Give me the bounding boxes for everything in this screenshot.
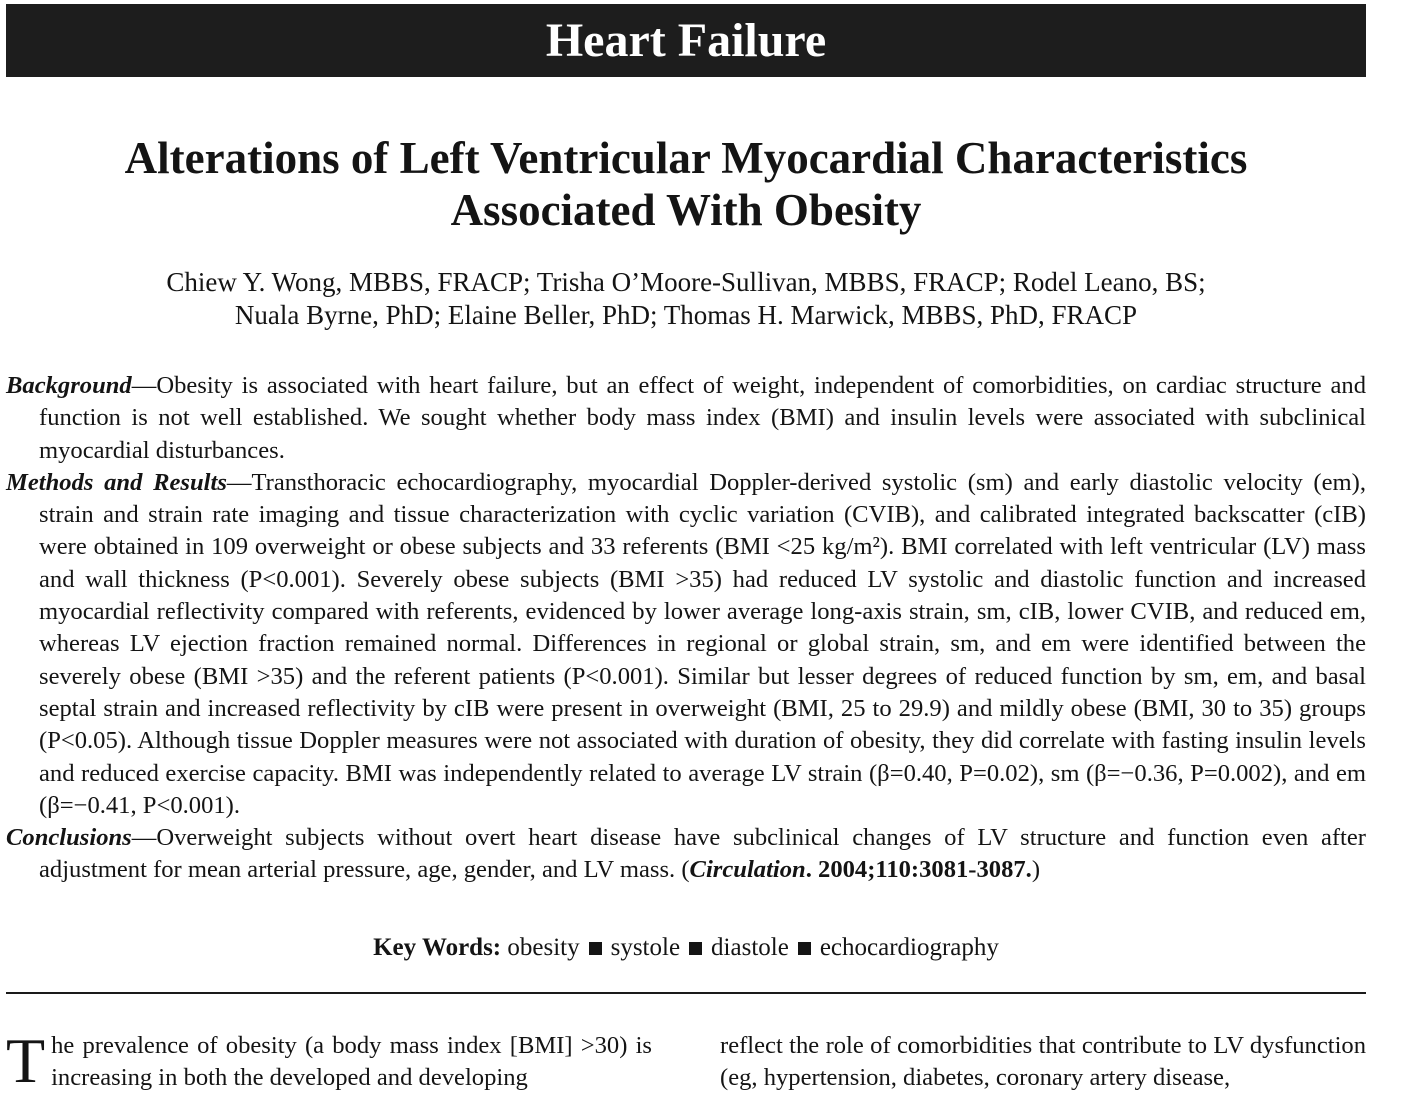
keyword-item: obesity <box>507 934 580 961</box>
body-right-text: reflect the role of comorbidities that contribute to LV dysfunction (eg, hypertension, diabetes, coronary artery disease, <box>720 1032 1366 1091</box>
methods-heading: Methods and Results <box>6 468 227 496</box>
keyword-item: diastole <box>711 934 789 961</box>
body-paragraph <box>720 1030 1366 1093</box>
citation-close: ) <box>1031 856 1041 884</box>
square-bullet-icon <box>689 942 702 955</box>
drop-cap: T <box>6 1025 46 1096</box>
body-left-text: he prevalence of obesity (a body mass index [BMI] >30) is increasing in both the developed and developing <box>51 1032 652 1091</box>
conclusions-text: Overweight subjects without overt heart disease have subclinical changes of LV structure and function even after adjustment for mean arterial pressure, age, gender, and LV mass. ( <box>39 824 1366 884</box>
methods-text: Transthoracic echocardiography, myocardial Doppler-derived systolic (sm) and early diastolic velocity (em), strain and strain rate imaging and tissue characterization with cyclic variation (CVIB), and calibrated integrated backscatter (cIB) were obtained in 109 overweight or obese subjects and 33 referents (BMI <25 kg/m²). BMI correlated with left ventricular (LV) mass and wall thickness (P<0.001). Severely obese subjects (BMI >35) had reduced LV systolic and diastolic function and increased myocardial reflectivity compared with referents, evidenced by lower average long-axis strain, sm, cIB, lower CVIB, and reduced em, whereas LV ejection fraction remained normal. Differences in regional or global strain, sm, and em were identified between the severely obese (BMI >35) and the referent patients (P<0.001). Similar but lesser degrees of reduced function by sm, em, and basal septal strain and increased reflectivity by cIB were present in overweight (BMI, 25 to 29.9) and mildly obese (BMI, 30 to 35) groups (P<0.05). Although tissue Doppler measures were not associated with duration of obesity, they did correlate with fasting insulin levels and reduced exercise capacity. BMI was independently related to average LV strain (β=0.40, P=0.02), sm (β=−0.36, P=0.002), and em (β=−0.41, P<0.001). <box>39 468 1367 819</box>
abstract <box>6 370 1366 887</box>
section-title: Heart Failure <box>545 14 827 67</box>
body-paragraph <box>6 1025 652 1096</box>
article-title-line-2: Associated With Obesity <box>450 185 922 235</box>
key-words-label: Key Words: <box>373 934 502 961</box>
abstract-methods-results: Methods and Results—Transthoracic echocardiography, myocardial Doppler-derived systolic (sm) and early diastolic velocity (em), strain and strain rate imaging and tissue characterization with cyclic variation (CVIB), and calibrated integrated backscatter (cIB) were obtained in 109 overweight or obese subjects and 33 referents (BMI <25 kg/m²). BMI correlated with left ventricular (LV) mass and wall thickness (P<0.001). Severely obese subjects (BMI >35) had reduced LV systolic and diastolic function and increased myocardial reflectivity compared with referents, evidenced by lower average long-axis strain, sm, cIB, lower CVIB, and reduced em, whereas LV ejection fraction remained normal. Differences in regional or global strain, sm, and em were identified between the severely obese (BMI >35) and the referent patients (P<0.001). Similar but lesser degrees of reduced function by sm, em, and basal septal strain and increased reflectivity by cIB were present in overweight (BMI, 25 to 29.9) and mildly obese (BMI, 30 to 35) groups (P<0.05). Although tissue Doppler measures were not associated with duration of obesity, they did correlate with fasting insulin levels and reduced exercise capacity. BMI was independently related to average LV strain (β=0.40, P=0.02), sm (β=−0.36, P=0.002), and em (β=−0.41, P<0.001). <box>6 468 1367 819</box>
body-column-left <box>6 1025 652 1096</box>
article-title-line-1: Alterations of Left Ventricular Myocardial Characteristics <box>124 133 1248 183</box>
abstract-conclusions: Conclusions—Overweight subjects without overt heart disease have subclinical changes of LV structure and function even after adjustment for mean arterial pressure, age, gender, and LV mass. (Circulation. 2004;110:3081-3087.) <box>6 824 1366 884</box>
section-divider <box>6 992 1366 994</box>
authors-line-2: Nuala Byrne, PhD; Elaine Beller, PhD; Thomas H. Marwick, MBBS, PhD, FRACP <box>234 300 1138 330</box>
key-words <box>6 932 1366 964</box>
citation-journal: Circulation <box>689 856 806 884</box>
authors-line-1: Chiew Y. Wong, MBBS, FRACP; Trisha O’Moore-Sullivan, MBBS, FRACP; Rodel Leano, BS; <box>166 267 1206 297</box>
abstract-background: Background—Obesity is associated with heart failure, but an effect of weight, independent of comorbidities, on cardiac structure and function is not well established. We sought whether body mass index (BMI) and insulin levels were associated with subclinical myocardial disturbances. <box>6 372 1366 464</box>
keyword-item: echocardiography <box>819 934 999 961</box>
author-list <box>6 266 1366 332</box>
background-heading: Background <box>6 372 132 399</box>
citation-ref: . 2004;110:3081-3087. <box>805 856 1032 884</box>
square-bullet-icon <box>798 942 811 955</box>
background-text: Obesity is associated with heart failure, but an effect of weight, independent of comorbidities, on cardiac structure and function is not well established. We sought whether body mass index (BMI) and insulin levels were associated with subclinical myocardial disturbances. <box>39 372 1366 464</box>
square-bullet-icon <box>589 942 602 955</box>
section-banner <box>6 4 1366 77</box>
keyword-item: systole <box>610 934 681 961</box>
article-title <box>6 132 1366 236</box>
conclusions-heading: Conclusions <box>6 824 132 852</box>
body-column-right <box>720 1030 1366 1093</box>
